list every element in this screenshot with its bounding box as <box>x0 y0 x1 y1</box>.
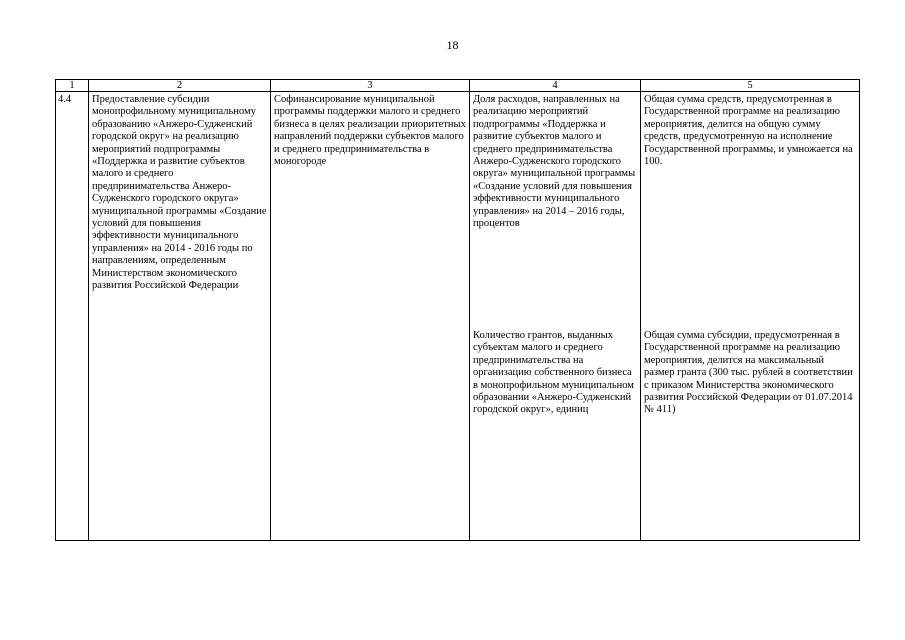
table-header-row <box>56 80 860 92</box>
measure-name-cell: Предоставление субсидии монопрофильному муниципальному образованию «Анжеро-Судженский городской округ» на реализацию мероприятий подпрограммы «Поддержка и развитие субъектов малого и среднего предпринимательства Анжеро-Судженского городского округа» муниципальной программы «Создание условий для повышения эффективности муниципального управления» на 2014 - 2016 годы по направлениям, определенным Министерством экономического развития Российской Федерации <box>89 92 271 541</box>
column-header-2: 2 <box>89 80 271 92</box>
method-grants-text: Общая сумма субсидии, предусмотренная в Государственной программе на реализацию мероприятия, делится на максимальный размер гранта (300 тыс. рублей в соответствии с приказом Министерства экономического развития Российской Федерации от 01.07.2014 № 411) <box>644 330 853 416</box>
method-cell <box>641 92 860 541</box>
column-header-5: 5 <box>641 80 860 92</box>
column-header-1: 1 <box>56 80 89 92</box>
indicator-grants-text: Количество грантов, выданных субъектам малого и среднего предпринимательства на организацию собственного бизнеса в монопрофильном муниципальном образовании «Анжеро-Судженский городской округ», единиц <box>473 330 634 416</box>
row-number-cell: 4.4 <box>56 92 89 541</box>
page-number: 18 <box>446 38 459 52</box>
method-share-text: Общая сумма средств, предусмотренная в Государственной программе на реализацию мероприятия, делится на общую сумму средств, предусмотренную на исполнение Государственной программы, и умножается на 100. <box>644 94 853 168</box>
indicator-cell <box>470 92 641 541</box>
indicator-share-text: Доля расходов, направленных на реализацию мероприятий подпрограммы «Поддержка и развитие субъектов малого и среднего предпринимательства Анжеро-Судженского городского округа» муниципальной программы «Создание условий для повышения эффективности муниципального управления» на 2014 – 2016 годы, процентов <box>473 94 636 230</box>
table-row <box>56 92 860 541</box>
measures-table <box>55 79 860 541</box>
measure-purpose-cell: Софинансирование муниципальной программы поддержки малого и среднего бизнеса в целях реализации приоритетных направлений поддержки субъектов малого и среднего предпринимательства в моногороде <box>271 92 470 541</box>
column-header-3: 3 <box>271 80 470 92</box>
column-header-4: 4 <box>470 80 641 92</box>
